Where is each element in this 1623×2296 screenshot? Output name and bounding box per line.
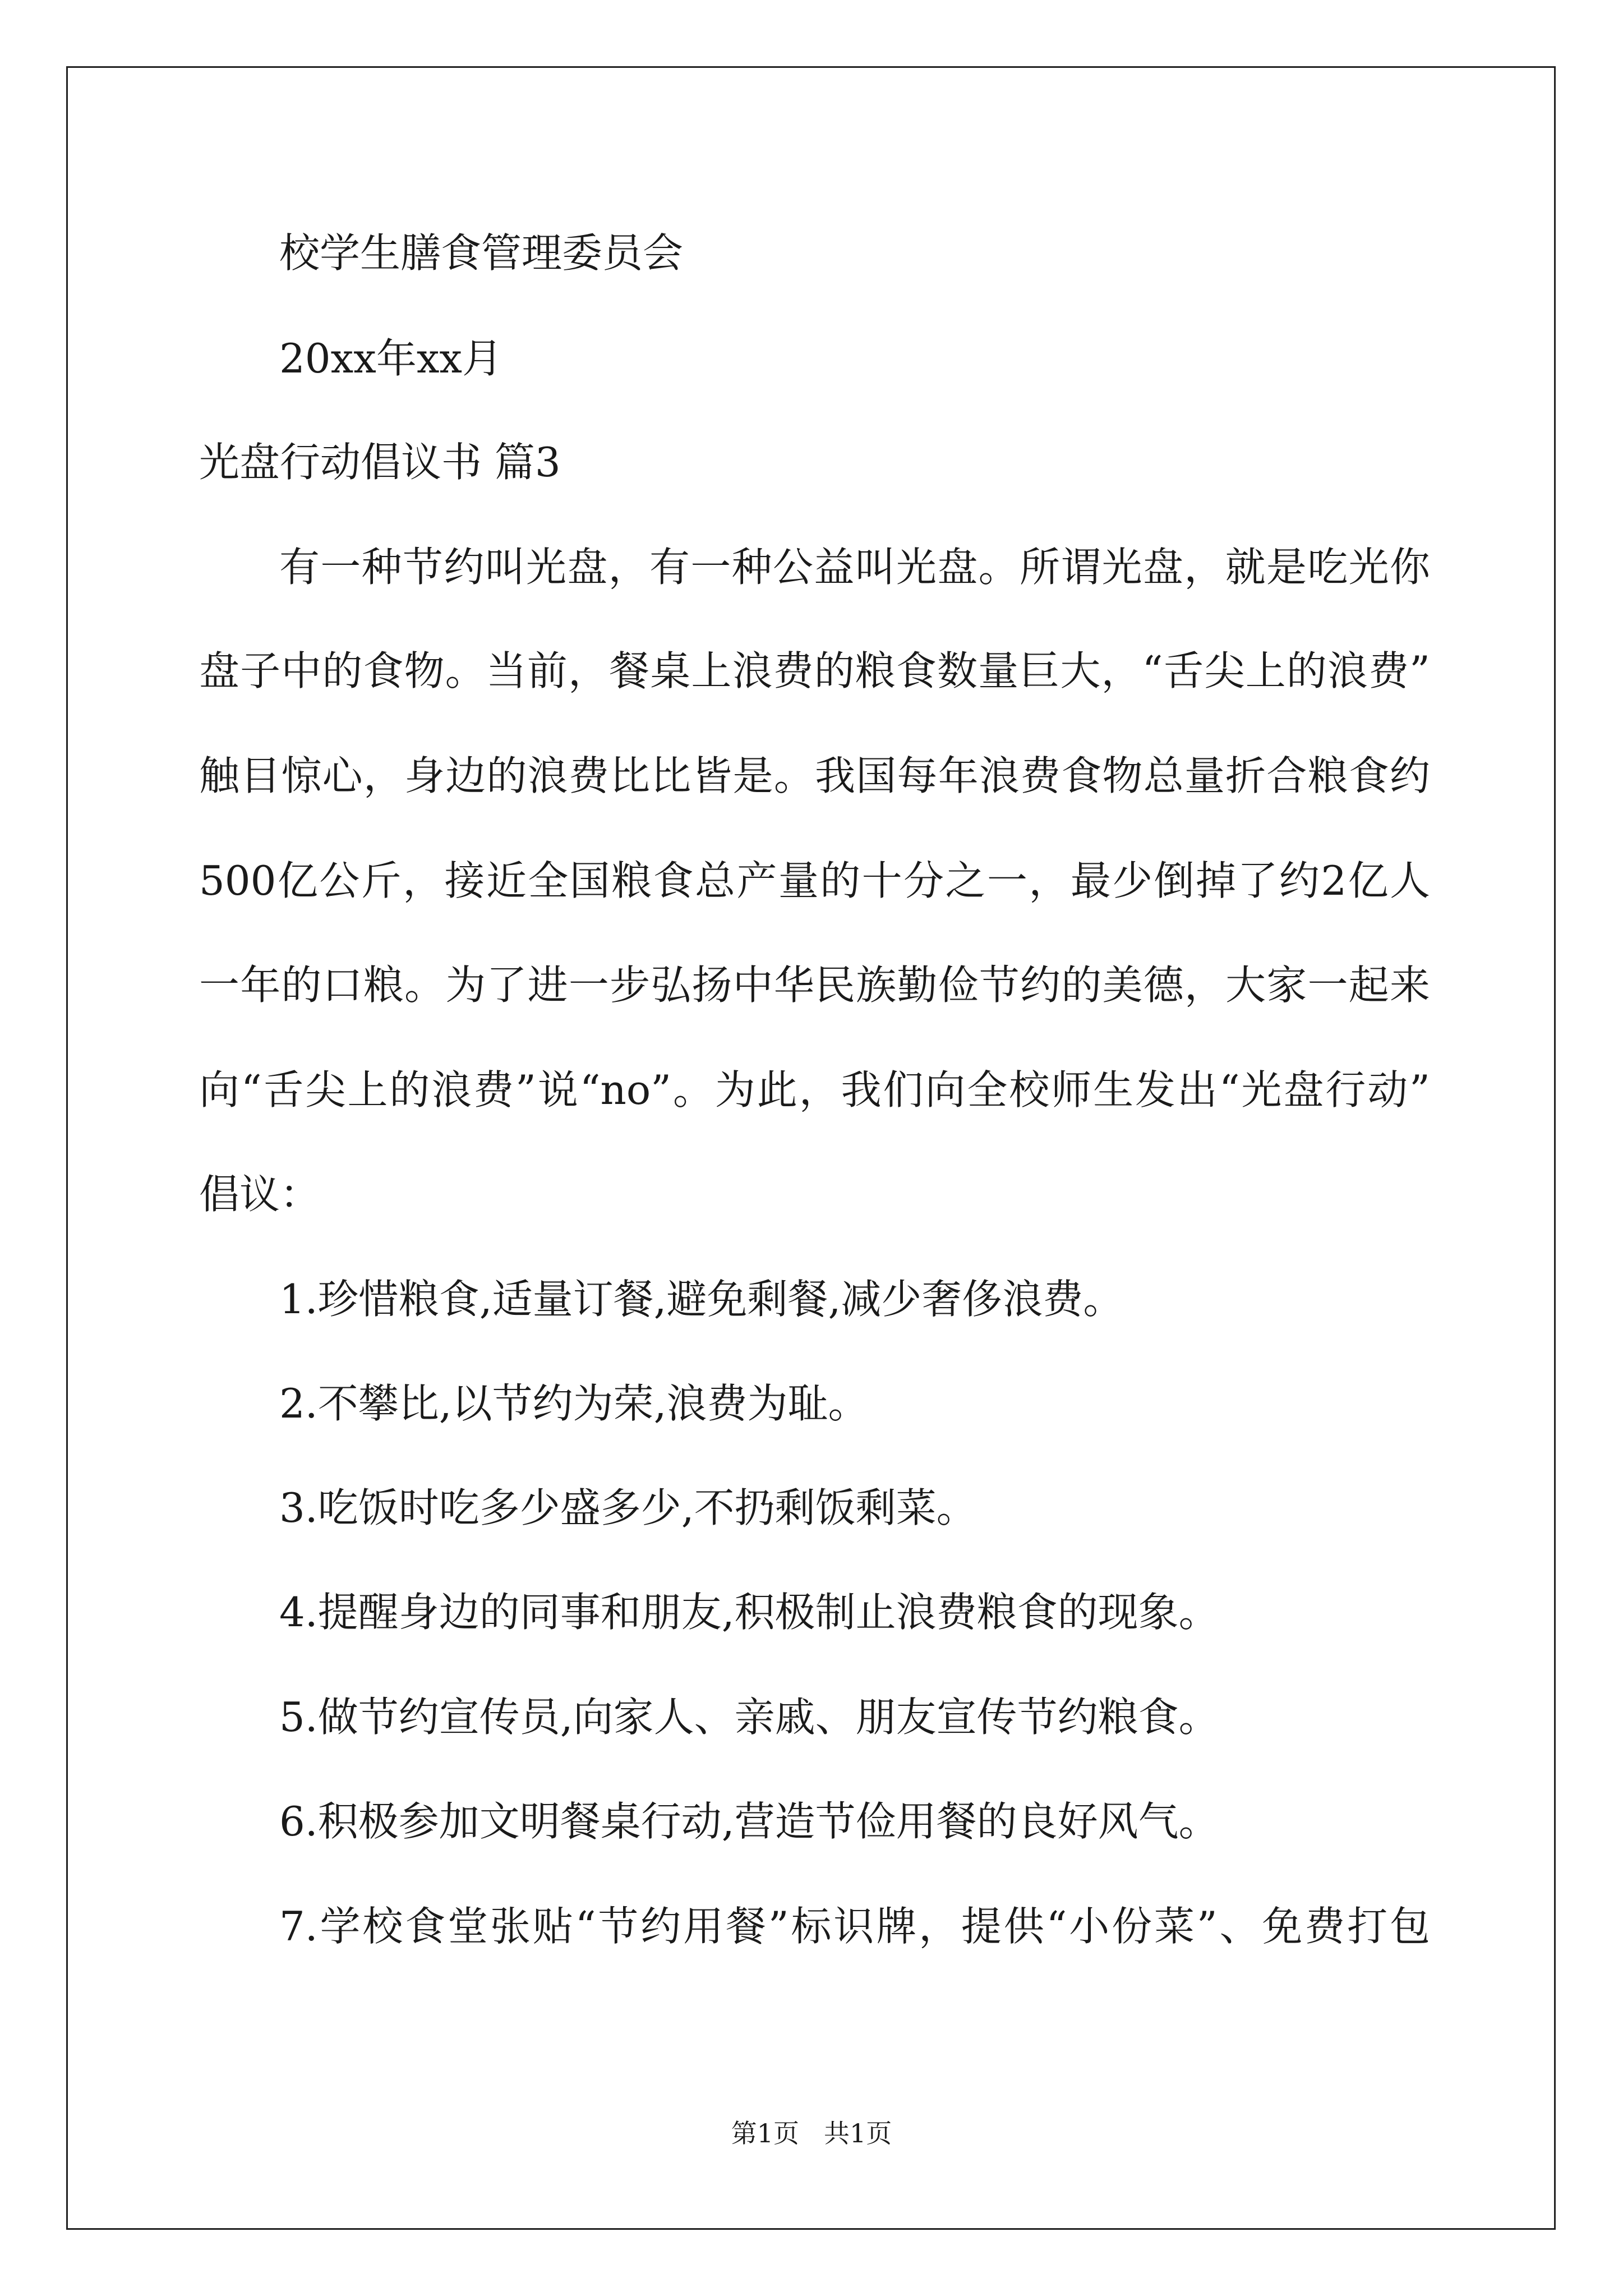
page-footer [0,2120,1623,2146]
paragraph-line: 向“舌尖上的浪费”说“no”。为此，我们向全校师生发出“光盘行动” [199,1066,1430,1114]
proposal-item: 7.学校食堂张贴“节约用餐”标识牌，提供“小份菜”、免费打包 [279,1903,1430,1950]
page-number: 第1页 [731,2118,799,2148]
paragraph-line: 有一种节约叫光盘，有一种公益叫光盘。所谓光盘，就是吃光你 [279,544,1430,591]
committee-signature: 校学生膳食管理委员会 [279,229,684,277]
paragraph-line: 500亿公斤，接近全国粮食总产量的十分之一，最少倒掉了约2亿人 [199,857,1430,904]
page-total: 共1页 [824,2118,892,2148]
section-title: 光盘行动倡议书 篇3 [199,439,561,486]
proposal-item: 3.吃饭时吃多少盛多少,不扔剩饭剩菜。 [279,1484,977,1531]
proposal-item: 6.积极参加文明餐桌行动,营造节俭用餐的良好风气。 [279,1798,1219,1845]
proposal-item: 1.珍惜粮食,适量订餐,避免剩餐,减少奢侈浪费。 [279,1276,1124,1323]
paragraph-line: 倡议： [199,1171,321,1218]
proposal-item: 5.做节约宣传员,向家人、亲戚、朋友宣传节约粮食。 [279,1694,1219,1741]
signature-date: 20xx年xx月 [279,335,503,382]
paragraph-line: 盘子中的食物。当前，餐桌上浪费的粮食数量巨大，“舌尖上的浪费” [199,647,1430,694]
proposal-item: 4.提醒身边的同事和朋友,积极制止浪费粮食的现象。 [279,1589,1219,1636]
paragraph-line: 一年的口粮。为了进一步弘扬中华民族勤俭节约的美德，大家一起来 [199,961,1430,1009]
paragraph-line: 触目惊心，身边的浪费比比皆是。我国每年浪费食物总量折合粮食约 [199,752,1430,799]
proposal-item: 2.不攀比,以节约为荣,浪费为耻。 [279,1380,869,1427]
